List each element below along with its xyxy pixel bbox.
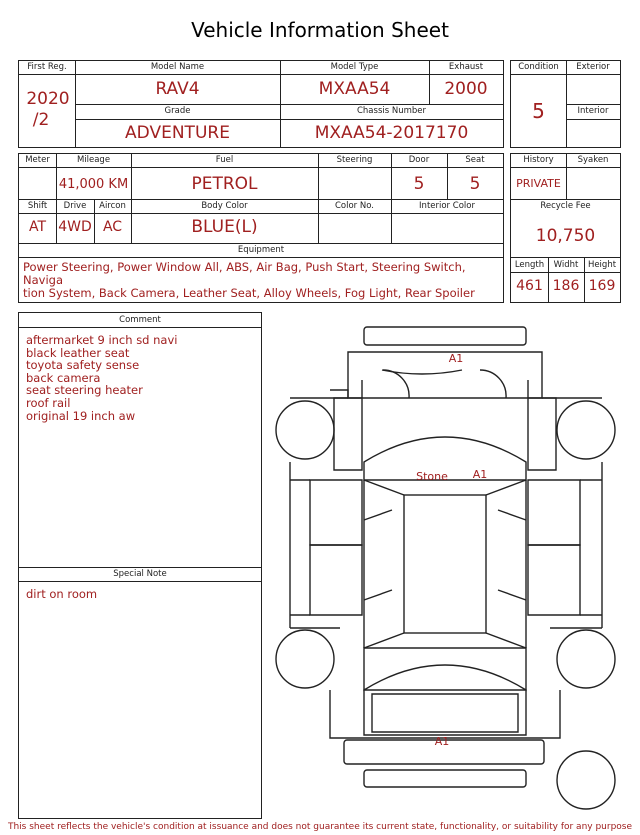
body-color-value: BLUE(L) — [191, 217, 258, 237]
history-table — [510, 153, 621, 303]
disclaimer-footer: This sheet reflects the vehicle's condition at issuance and does not guarantee its current state, functionality, or suitability for any purpose — [7, 822, 633, 832]
first-reg-month: /2 — [32, 110, 50, 130]
comment-panel — [18, 312, 262, 819]
page-title: Vehicle Information Sheet — [191, 18, 449, 42]
wheel-front-left — [276, 401, 334, 459]
length-label: Length — [514, 260, 545, 270]
rear-damage-mark: A1 — [434, 735, 450, 748]
spare-wheel — [557, 751, 615, 809]
door-rear-right — [528, 545, 580, 615]
height-label: Height — [587, 260, 617, 270]
hood-damage-mark: A1 — [448, 352, 464, 365]
equipment-text — [23, 261, 503, 300]
height-value: 169 — [588, 278, 616, 294]
comment-line: original 19 inch aw — [26, 408, 136, 423]
roof-damage-note: Stone — [416, 470, 448, 483]
wheel-front-right — [557, 401, 615, 459]
fuel-label: Fuel — [215, 155, 234, 165]
rear-panel — [364, 770, 526, 787]
comment-line: toyota safety sense — [26, 358, 140, 373]
first-reg-year: 2020 — [26, 89, 70, 109]
model-type-label: Model Type — [330, 62, 379, 72]
comment-line: roof rail — [26, 395, 71, 410]
door-value: 5 — [413, 174, 425, 194]
meter-label: Meter — [25, 155, 50, 165]
history-value: PRIVATE — [516, 177, 561, 190]
recycle-fee-label: Recycle Fee — [540, 201, 591, 211]
exhaust-value: 2000 — [444, 79, 488, 99]
aircon-label: Aircon — [99, 201, 126, 211]
length-value: 461 — [516, 278, 543, 294]
detail-table — [18, 153, 504, 303]
equipment-line: Power Steering, Power Window All, ABS, Air Bag, Push Start, Steering Switch, Naviga — [23, 260, 466, 287]
chassis-number-label: Chassis Number — [356, 106, 427, 116]
model-type-value: MXAA54 — [318, 79, 391, 99]
special-note-line: dirt on room — [26, 587, 98, 601]
history-label: History — [523, 155, 554, 165]
drive-value: 4WD — [58, 219, 92, 235]
recycle-fee-value: 10,750 — [535, 226, 596, 246]
shift-value: AT — [28, 219, 47, 235]
comment-line: black leather seat — [26, 345, 130, 360]
first-reg-label: First Reg. — [27, 62, 67, 72]
steering-label: Steering — [336, 155, 373, 165]
exterior-label: Exterior — [576, 62, 610, 72]
door-front-right — [528, 480, 580, 545]
special-note-label: Special Note — [113, 569, 167, 579]
fuel-value: PETROL — [191, 174, 258, 194]
exhaust-label: Exhaust — [448, 62, 484, 72]
aircon-value: AC — [102, 219, 123, 235]
shift-label: Shift — [27, 201, 48, 211]
equipment-line: tion System, Back Camera, Leather Seat, Alloy Wheels, Fog Light, Rear Spoiler — [23, 286, 475, 300]
condition-label: Condition — [518, 62, 559, 72]
comment-label: Comment — [119, 315, 161, 325]
roof — [404, 495, 486, 633]
special-note-list — [26, 588, 97, 601]
grade-value: ADVENTURE — [125, 123, 230, 143]
comment-list — [26, 334, 177, 422]
comment-line: back camera — [26, 370, 101, 385]
body-color-label: Body Color — [201, 201, 248, 211]
condition-table — [510, 60, 621, 148]
seat-label: Seat — [465, 155, 485, 165]
rear-window — [364, 648, 526, 690]
condition-value: 5 — [532, 99, 545, 123]
door-front-left — [310, 480, 362, 545]
comment-line: seat steering heater — [26, 383, 143, 398]
door-label: Door — [408, 155, 430, 165]
grade-label: Grade — [164, 106, 191, 116]
wheel-rear-right — [557, 630, 615, 688]
color-no-label: Color No. — [334, 201, 374, 211]
mileage-value: 41,000 KM — [58, 177, 129, 192]
equipment-label: Equipment — [237, 245, 285, 255]
seat-value: 5 — [469, 174, 481, 194]
roof-damage-mark: A1 — [472, 468, 488, 481]
syaken-label: Syaken — [577, 155, 609, 165]
model-name-label: Model Name — [150, 62, 205, 72]
model-name-value: RAV4 — [155, 79, 200, 99]
drive-label: Drive — [63, 201, 87, 211]
width-value: 186 — [552, 278, 580, 294]
mileage-label: Mileage — [76, 155, 111, 165]
comment-line: aftermarket 9 inch sd navi — [26, 333, 178, 347]
basic-info-table — [18, 60, 504, 148]
door-rear-left — [310, 545, 362, 615]
wheel-rear-left — [276, 630, 334, 688]
width-label: Widht — [553, 260, 579, 270]
trunk — [364, 690, 526, 735]
chassis-number-value: MXAA54-2017170 — [314, 123, 469, 143]
interior-label: Interior — [577, 106, 609, 116]
interior-color-label: Interior Color — [419, 201, 475, 211]
front-bumper — [364, 327, 526, 345]
